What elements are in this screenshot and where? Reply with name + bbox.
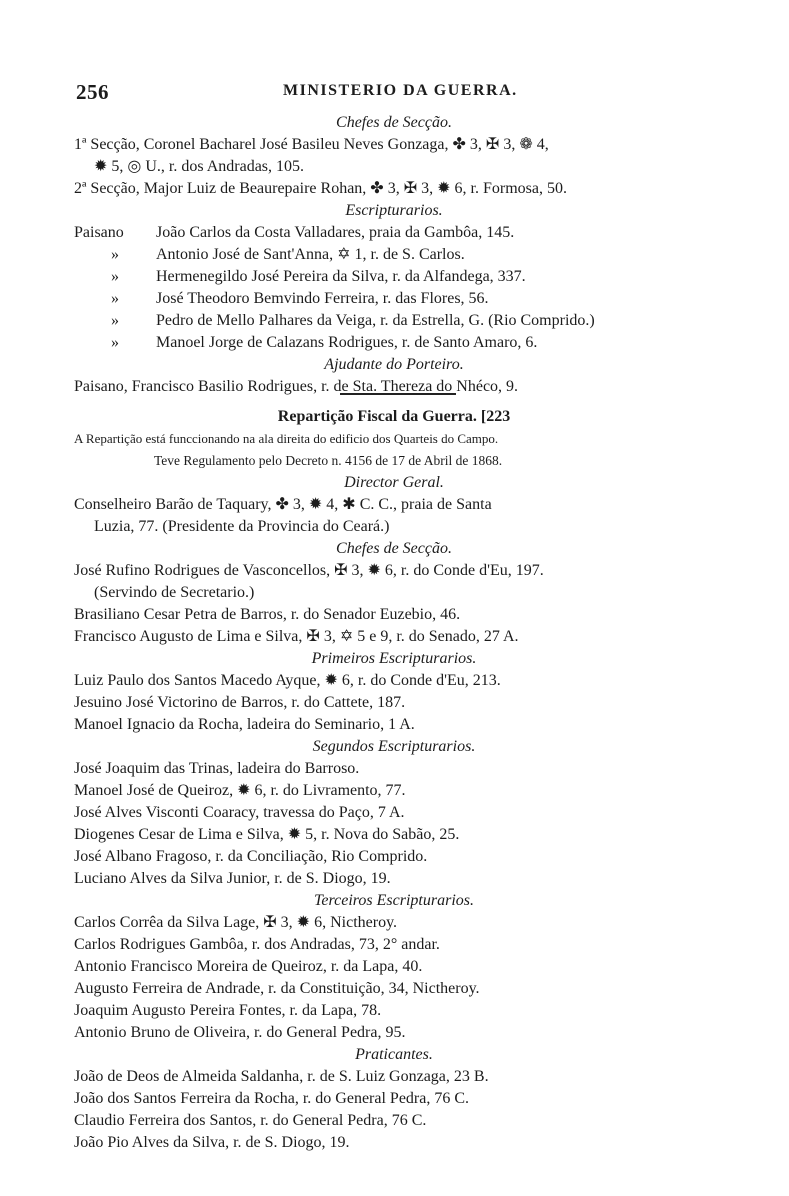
regulation-note: Teve Regulamento pelo Decreto n. 4156 de 17 de Abril de 1868.	[154, 453, 503, 468]
list-item: Diogenes Cesar de Lima e Silva, ✹ 5, r. Nova do Sabão, 25.	[74, 826, 460, 843]
text-line: Francisco Augusto de Lima e Silva, ✠ 3, ✡ 5 e 9, r. do Senado, 27 A.	[74, 628, 519, 645]
page-number: 256	[76, 80, 109, 104]
list-item: Augusto Ferreira de Andrade, r. da Constituição, 34, Nictheroy.	[74, 980, 480, 997]
entry-text: José Theodoro Bemvindo Ferreira, r. das Flores, 56.	[156, 290, 489, 307]
ditto-mark: »	[111, 290, 119, 307]
ditto-mark: »	[111, 268, 119, 285]
list-item: José Joaquim das Trinas, ladeira do Barroso.	[74, 760, 360, 777]
list-item: Antonio Bruno de Oliveira, r. do General Pedra, 95.	[74, 1024, 406, 1041]
section-heading: Ajudante do Porteiro.	[324, 356, 464, 373]
list-item: Manoel José de Queiroz, ✹ 6, r. do Livramento, 77.	[74, 782, 406, 799]
ditto-mark: »	[111, 312, 119, 329]
section-heading: Escripturarios.	[345, 202, 443, 219]
ditto-mark: »	[111, 246, 119, 263]
section-heading: Chefes de Secção.	[336, 540, 452, 557]
list-item: Manoel Ignacio da Rocha, ladeira do Seminario, 1 A.	[74, 716, 415, 733]
text-line: ✹ 5, ◎ U., r. dos Andradas, 105.	[94, 158, 305, 175]
section-divider	[340, 393, 456, 395]
list-item	[74, 222, 714, 244]
list-item: Carlos Rodrigues Gambôa, r. dos Andradas, 73, 2° andar.	[74, 936, 440, 953]
text-line: Conselheiro Barão de Taquary, ✤ 3, ✹ 4, ✱ C. C., praia de Santa	[74, 496, 492, 513]
section-heading: Praticantes.	[355, 1046, 433, 1063]
list-item: Luciano Alves da Silva Junior, r. de S. Diogo, 19.	[74, 870, 391, 887]
list-item	[74, 310, 714, 332]
section-heading: Segundos Escripturarios.	[312, 738, 476, 755]
list-item: José Alves Visconti Coaracy, travessa do Paço, 7 A.	[74, 804, 405, 821]
intro-text: A Repartição está funccionando na ala direita do edificio dos Quarteis do Campo.	[74, 431, 499, 446]
page-header	[76, 80, 716, 108]
text-line: Luzia, 77. (Presidente da Provincia do Ceará.)	[94, 518, 390, 535]
text-line: José Rufino Rodrigues de Vasconcellos, ✠ 3, ✹ 6, r. do Conde d'Eu, 197.	[74, 562, 544, 579]
section-heading: Primeiros Escripturarios.	[311, 650, 477, 667]
entry-text: Pedro de Mello Palhares da Veiga, r. da Estrella, G. (Rio Comprido.)	[156, 312, 595, 329]
text-line: Paisano, Francisco Basilio Rodrigues, r. de Sta. Thereza do Nhéco, 9.	[74, 378, 519, 395]
section-heading: Chefes de Secção.	[336, 114, 452, 131]
section-heading: Terceiros Escripturarios.	[313, 892, 474, 909]
list-item: Claudio Ferreira dos Santos, r. do General Pedra, 76 C.	[74, 1112, 427, 1129]
list-item: João Pio Alves da Silva, r. de S. Diogo, 19.	[74, 1134, 350, 1151]
list-item	[74, 266, 714, 288]
list-item	[74, 332, 714, 354]
list-item: João dos Santos Ferreira da Rocha, r. do General Pedra, 76 C.	[74, 1090, 470, 1107]
list-item: José Albano Fragoso, r. da Conciliação, Rio Comprido.	[74, 848, 428, 865]
list-item	[74, 244, 714, 266]
text-line: 1ª Secção, Coronel Bacharel José Basileu Neves Gonzaga, ✤ 3, ✠ 3, ❁ 4,	[74, 136, 549, 153]
entry-text: Antonio José de Sant'Anna, ✡ 1, r. de S. Carlos.	[156, 246, 465, 263]
ditto-mark: »	[111, 334, 119, 351]
list-item: Antonio Francisco Moreira de Queiroz, r. da Lapa, 40.	[74, 958, 423, 975]
running-head: MINISTERIO DA GUERRA.	[283, 82, 518, 99]
entry-text: Hermenegildo José Pereira da Silva, r. da Alfandega, 337.	[156, 268, 526, 285]
section-heading: Director Geral.	[344, 474, 444, 491]
text-line: 2ª Secção, Major Luiz de Beaurepaire Rohan, ✤ 3, ✠ 3, ✹ 6, r. Formosa, 50.	[74, 180, 567, 197]
entry-text: João Carlos da Costa Valladares, praia da Gambôa, 145.	[156, 224, 515, 241]
section-title: Repartição Fiscal da Guerra. [223	[277, 408, 511, 425]
list-item: João de Deos de Almeida Saldanha, r. de S. Luiz Gonzaga, 23 B.	[74, 1068, 489, 1085]
text-line: Brasiliano Cesar Petra de Barros, r. do Senador Euzebio, 46.	[74, 606, 461, 623]
list-item: Carlos Corrêa da Silva Lage, ✠ 3, ✹ 6, Nictheroy.	[74, 914, 398, 931]
entry-label: Paisano	[74, 224, 124, 241]
list-item	[74, 288, 714, 310]
text-line: (Servindo de Secretario.)	[94, 584, 255, 601]
list-item: Joaquim Augusto Pereira Fontes, r. da Lapa, 78.	[74, 1002, 382, 1019]
entry-text: Manoel Jorge de Calazans Rodrigues, r. de Santo Amaro, 6.	[156, 334, 538, 351]
list-item: Jesuino José Victorino de Barros, r. do Cattete, 187.	[74, 694, 406, 711]
list-item: Luiz Paulo dos Santos Macedo Ayque, ✹ 6, r. do Conde d'Eu, 213.	[74, 672, 501, 689]
